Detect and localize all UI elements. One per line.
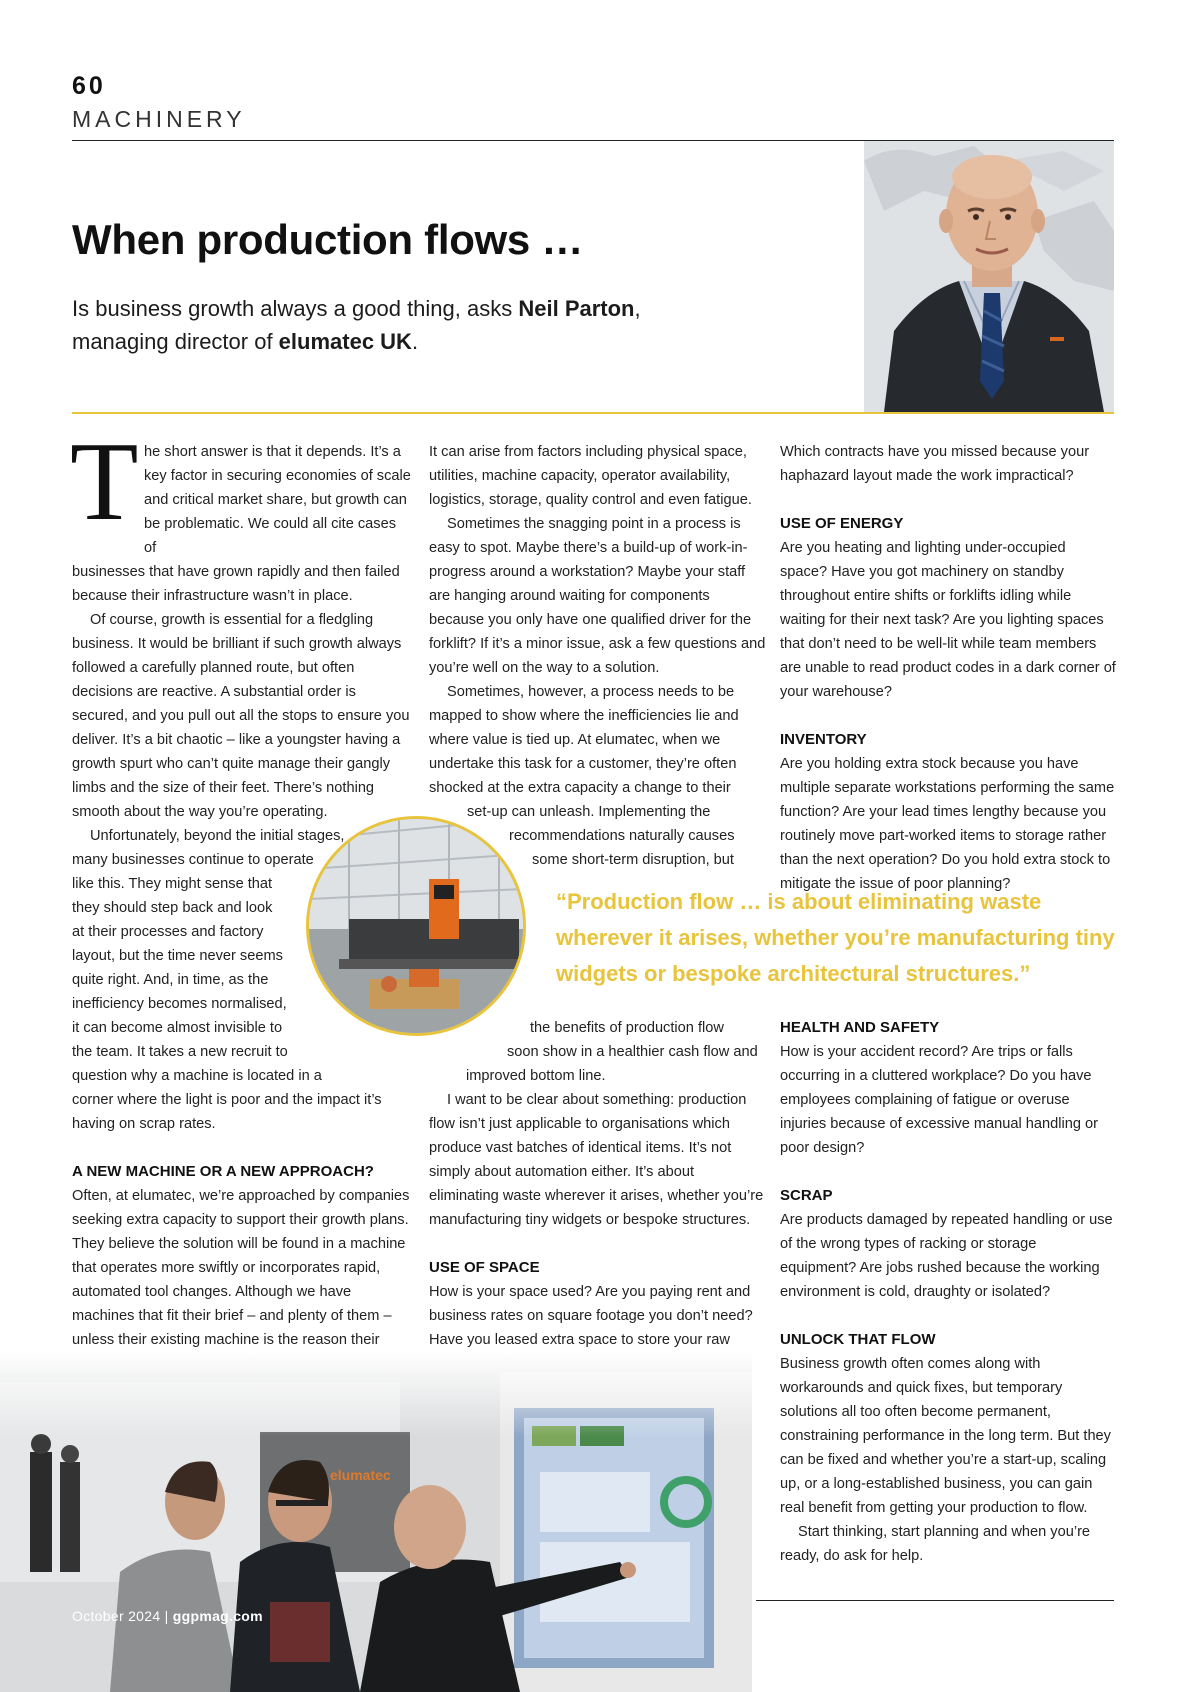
dropcap-lines: [72, 440, 412, 560]
paragraph: How is your accident record? Are trips or falls occurring in a cluttered workplace? Do you have employees complaining of fatigue or overuse injuries because of excessive manual handling or poor design?: [780, 1044, 1099, 1156]
company-name: elumatec UK: [278, 329, 412, 354]
paragraph: Sometimes the snagging point in a process is easy to spot. Maybe there’s a build-up of work-in-progress around a workstation? Maybe your staff are hanging around waiting for components because you only have one qualified driver for the forklift? If it’s a minor issue, ask a few questions and you’re well on the way to a solution.: [429, 516, 766, 676]
machine-photo: [306, 816, 526, 1036]
paragraph: Often, at elumatec, we’re approached by companies seeking extra capacity to support their growth plans. They believe the solution will be found in a machine that operates more swiftly or incorporates rapid, automated tool changes. Although we have machines that fit their brief – and plenty of them – unless their existing machine is the reason their: [72, 1188, 410, 1348]
paragraph: Sometimes, however, a process needs to be mapped to show where the inefficiencies lie and where value is tied up. At elumatec, when we undertake this task for a customer, they’re often shocked at the extra capacity a change to their: [429, 684, 739, 796]
people-at-screen-illustration: [0, 1352, 752, 1692]
portrait-illustration: [864, 141, 1114, 412]
text-line: he short answer is that it depends. It’s a: [144, 444, 401, 460]
text-line: set-up can unleash. Implementing the: [467, 804, 711, 820]
paragraph: Are you heating and lighting under-occupied space? Have you got machinery on standby throughout entire shifts or forklifts idling while waiting for their next task? Are you lighting spaces that don’t need to be well-lit while team members are unable to read product codes in a dark corner of your warehouse?: [780, 540, 1116, 700]
paragraph: How is your space used? Are you paying rent and business rates on square footage you don’t need? Have you leased extra space to store your raw: [429, 1284, 753, 1348]
paragraph: Are products damaged by repeated handling or use of the wrong types of racking or storage equipment? Are jobs rushed because the working environment is cold, draughty or isolated?: [780, 1212, 1113, 1300]
standfirst: [72, 292, 832, 358]
yellow-divider: [72, 412, 1114, 414]
author-portrait: [864, 141, 1114, 412]
standfirst-pre: Is business growth always a good thing, asks: [72, 296, 519, 321]
paragraph: Are you holding extra stock because you have multiple separate workstations performing the same function? Are your lead times lengthy because you routinely move part-worked items to storage rather than the next operation? Do you hold extra stock to mitigate the issue of poor planning?: [780, 756, 1115, 892]
text-line: be problematic. We could all cite cases of: [144, 516, 396, 556]
paragraph: Of course, growth is essential for a fledgling business. It would be brilliant if such growth always followed a carefully planned route, but often decisions are reactive. A substantial order is secured, and you pull out all the stops to ensure you deliver. It’s a bit chaotic – like a youngster having a growth spurt who can’t quite manage their gangly limbs and the size of their feet. There’s nothing smooth about the way you’re operating.: [72, 612, 410, 820]
subheading: USE OF SPACE: [429, 1259, 540, 1276]
paragraph: I want to be clear about something: production flow isn’t just applicable to organisations which produce vast batches of identical items. It’s not simply about automation either. It’s about eliminating waste wherever it arises, whether you’re manufacturing tiny widgets or bespoke structures.: [429, 1092, 764, 1228]
text-line: the benefits of production flow: [530, 1020, 724, 1036]
page-number: 60: [72, 72, 106, 100]
text-line: they should step back and look: [72, 900, 273, 916]
text-line: question why a machine is located in a: [72, 1068, 322, 1084]
text-line: quite right. And, in time, as the: [72, 972, 269, 988]
paragraph: businesses that have grown rapidly and then failed because their infrastructure wasn’t in place.: [72, 564, 400, 604]
demo-photo: [0, 1352, 752, 1692]
article-title: When production flows …: [72, 216, 584, 263]
standfirst-end: .: [411, 329, 419, 354]
standfirst-mid: ,: [634, 296, 641, 321]
author-name: Neil Parton: [518, 296, 635, 321]
section-label: MACHINERY: [72, 106, 246, 132]
text-line: having on scrap rates.: [72, 1116, 216, 1132]
subheading: SCRAP: [780, 1187, 833, 1204]
subheading: INVENTORY: [780, 731, 867, 748]
text-line: many businesses continue to operate: [72, 852, 314, 868]
text-line: key factor in securing economies of scale: [144, 468, 411, 484]
footer-separator: |: [160, 1608, 173, 1624]
paragraph: Start thinking, start planning and when you’re ready, do ask for help.: [780, 1524, 1091, 1564]
column-3: [780, 440, 1116, 896]
text-line: the team. It takes a new recruit to: [72, 1044, 288, 1060]
pull-quote: “Production flow … is about eliminating waste wherever it arises, whether you’re manufacturing tiny widgets or bespoke architectural structures.”: [556, 889, 1115, 986]
column-3-lower: [780, 1016, 1116, 1568]
factory-machine-illustration: [309, 819, 523, 1033]
subheading: USE OF ENERGY: [780, 515, 904, 532]
text-line: corner where the light is poor and the impact it’s: [72, 1092, 382, 1108]
issue-date: October 2024: [72, 1608, 161, 1624]
subheading: A NEW MACHINE OR A NEW APPROACH?: [72, 1163, 374, 1180]
text-line: at their processes and factory: [72, 924, 264, 940]
standfirst-role: managing director of: [72, 329, 279, 354]
text-line: it can become almost invisible to: [72, 1020, 283, 1036]
paragraph: Business growth often comes along with workarounds and quick fixes, but temporary solutions all too often become permanent, constraining performance in the long term. But they can be fixed and whether you’re a start-up, scaling up, or a long-established business, you can gain real benefit from getting your production to flow.: [780, 1356, 1111, 1516]
paragraph: It can arise from factors including physical space, utilities, machine capacity, operator availability, logistics, storage, quality control and even fatigue.: [429, 444, 752, 508]
text-line: improved bottom line.: [466, 1068, 606, 1084]
subheading: HEALTH AND SAFETY: [780, 1019, 940, 1036]
drop-cap: T: [70, 420, 139, 544]
text-line: recommendations naturally causes: [509, 828, 735, 844]
website-link[interactable]: ggpmag.com: [172, 1608, 263, 1624]
text-line: some short-term disruption, but: [532, 852, 734, 868]
subheading: UNLOCK THAT FLOW: [780, 1331, 936, 1348]
text-line: and critical market share, but growth can: [144, 492, 407, 508]
text-line: inefficiency becomes normalised,: [72, 996, 287, 1012]
text-line: like this. They might sense that: [72, 876, 273, 892]
paragraph: Which contracts have you missed because your haphazard layout made the work impractical?: [780, 444, 1090, 484]
text-line: soon show in a healthier cash flow and: [507, 1044, 758, 1060]
text-line: layout, but the time never seems: [72, 948, 283, 964]
footer: [72, 1608, 263, 1624]
text-line: Unfortunately, beyond the initial stages,: [90, 828, 345, 844]
bottom-divider: [756, 1600, 1114, 1601]
